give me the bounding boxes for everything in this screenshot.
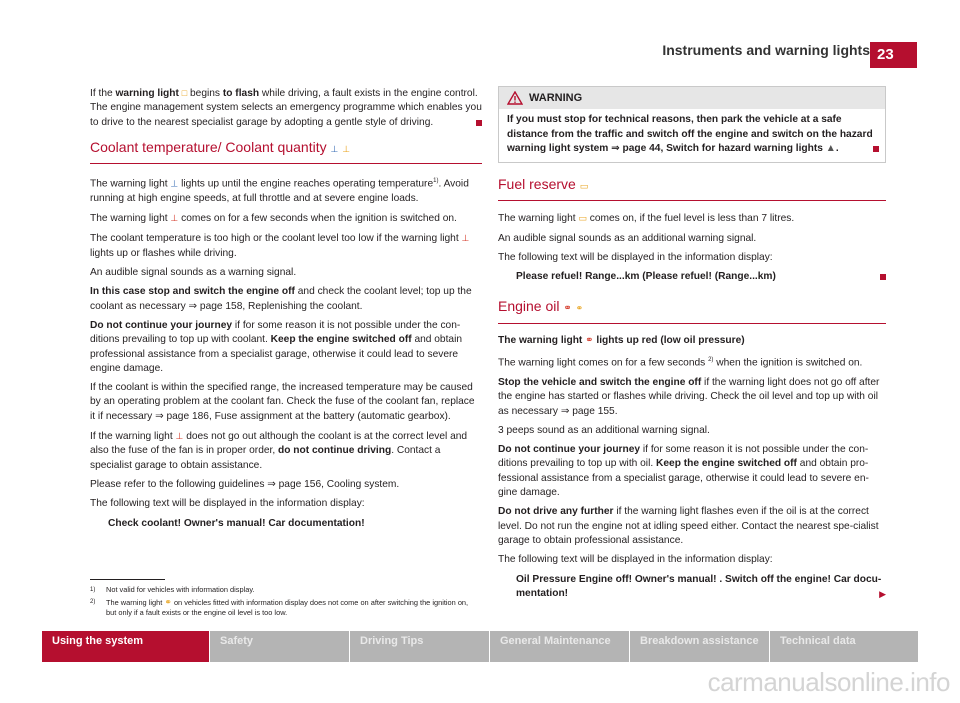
- fuel-p3: The following text will be displayed in the information display:: [498, 252, 773, 264]
- nav-technical-data[interactable]: Technical data: [770, 631, 918, 662]
- section-end-marker: [873, 146, 879, 152]
- fuel-heading: Fuel reserve ▭: [498, 177, 886, 201]
- oil-p2: The warning light comes on for a few seconds $^{2)}$ when the ignition is switched on.: [498, 357, 863, 369]
- oil-level-icon: ⚭: [164, 597, 172, 607]
- display-text-coolant: Check coolant! Owner's manual! Car documentation!: [108, 517, 365, 529]
- oil-p4: 3 peeps sound as an additional warning signal.: [498, 424, 710, 436]
- warning-text: If you must stop for technical reasons, then park the vehicle at a safe distance from the traffic and switch off the engine and switch on the hazard warning light system ⇒ page 44, Switch for hazard warning lights ▲.: [499, 109, 885, 162]
- coolant-p7: If the coolant is within the specified range, the increased temperature may be caused by an operating problem at the coolant fan. Check the fuse of the coolant fan, replace it if necessary ⇒ page 186, Fuse assignment at the battery (automatic gearbox).: [90, 382, 475, 422]
- warning-title: WARNING: [499, 87, 885, 109]
- section-end-marker: [880, 274, 886, 280]
- coolant-p6: Do not continue your journey if for some reason it is not possible under the con-ditions prevailing to top up with coolant. Keep the engine switched off and obtain professional assistance from a specialist garage, otherwise it could lead to severe engine damage.: [90, 319, 463, 374]
- coolant-heading: Coolant temperature/ Coolant quantity ⊥ ⊥: [90, 140, 482, 164]
- right-column: [498, 86, 886, 606]
- coolant-red-icon: ⊥: [170, 213, 179, 224]
- coolant-p10: The following text will be displayed in the information display:: [90, 498, 365, 510]
- coolant-p9: Please refer to the following guidelines ⇒ page 156, Cooling system.: [90, 478, 400, 490]
- display-text-oil: Oil Pressure Engine off! Owner's manual! . Switch off the engine! Car docu-mentation! ▶: [498, 573, 886, 602]
- chapter-nav: [42, 631, 918, 662]
- oil-p1: The warning light ⚭ lights up red (low oil pressure): [498, 334, 745, 346]
- nav-general-maintenance[interactable]: General Maintenance: [490, 631, 630, 662]
- coolant-p5: In this case stop and switch the engine off and check the coolant level; top up the coolant as necessary ⇒ page 158, Replenishing the coolant.: [90, 286, 472, 312]
- nav-using-the-system[interactable]: Using the system: [42, 631, 210, 662]
- footnote-2: 2) The warning light ⚭ on vehicles fitted with information display does not come on after switching the ignition on, but only if a fault exists or the engine oil level is too low.: [90, 597, 469, 617]
- fuel-icon: ▭: [579, 181, 589, 192]
- footnotes: [90, 585, 480, 620]
- fuel-p2: An audible signal sounds as an additional warning signal.: [498, 232, 757, 244]
- nav-safety[interactable]: Safety: [210, 631, 350, 662]
- oil-p3: Stop the vehicle and switch the engine off if the warning light does not go off after the engine has started or flashes while driving. Check the oil level and top up with oil as necessary ⇒ page 155.: [498, 376, 880, 417]
- oil-p5: Do not continue your journey if for some reason it is not possible under the con-ditions prevailing to top up with oil. Keep the engine switched off and obtain pro-fessional assistance from a specialist garage, otherwise it could lead to severe en-gine damage.: [498, 444, 869, 499]
- coolant-temperature-icon: ⊥: [330, 143, 339, 154]
- coolant-p3: The coolant temperature is too high or the coolant level too low if the warning light ⊥ lights up or flashes while driving.: [90, 233, 470, 259]
- continue-arrow-icon: ▶: [879, 588, 886, 599]
- display-text-fuel: Please refuel! Range...km (Please refuel! (Range...km): [498, 270, 886, 284]
- oil-can-icon: ⚭: [585, 334, 594, 346]
- coolant-red-icon: ⊥: [461, 233, 470, 244]
- coolant-p4: An audible signal sounds as a warning signal.: [90, 267, 297, 279]
- oil-p7: The following text will be displayed in the information display:: [498, 554, 773, 566]
- warning-box: [498, 86, 886, 163]
- watermark: carmanualsonline.info: [707, 667, 950, 697]
- coolant-p8: If the warning light ⊥ does not go out although the coolant is at the correct level and also the fuse of the fan is in proper order, do not continue driving. Contact a specialist garage to obtain assistance.: [90, 431, 468, 471]
- nav-breakdown-assistance[interactable]: Breakdown assistance: [630, 631, 770, 662]
- oil-p6: Do not drive any further if the warning light flashes even if the oil is at the correct level. Do not run the engine not at idling speed either. Contact the nearest spe-cialist garage to obtain professional assistance.: [498, 506, 879, 546]
- coolant-blue-icon: ⊥: [170, 178, 179, 189]
- section-title: Instruments and warning lights: [662, 42, 870, 58]
- page-number: 23: [870, 42, 917, 68]
- nav-driving-tips[interactable]: Driving Tips: [350, 631, 490, 662]
- hazard-icon: ▲: [825, 142, 836, 154]
- engine-warning-icon: □: [181, 88, 188, 98]
- intro-paragraph: If the warning light □ begins to flash while driving, a fault exists in the engine control. The engine management system selects an emergency programme which enables you to drive to the nearest specialist garage by adopting a gentle style of driving.: [90, 88, 482, 128]
- oil-heading: Engine oil ⚭ ⚭: [498, 299, 886, 324]
- left-column: [90, 86, 482, 536]
- fuel-p1: The warning light ▭ comes on, if the fuel level is less than 7 litres.: [498, 213, 795, 225]
- coolant-level-icon: ⊥: [342, 143, 351, 154]
- coolant-p1: The warning light ⊥ lights up until the engine reaches operating temperature$^{1)}$. Avoid running at high engine speeds, at full throttle and at severe engine loads.: [90, 178, 469, 204]
- oil-can-icon: ⚭: [563, 302, 572, 314]
- oil-level-icon: ⚭: [575, 302, 584, 313]
- footnote-divider: [90, 579, 165, 580]
- coolant-red-icon: ⊥: [175, 431, 184, 442]
- coolant-p2: The warning light ⊥ comes on for a few seconds when the ignition is switched on.: [90, 213, 457, 225]
- footnote-1: 1) Not valid for vehicles with information display.: [90, 585, 255, 594]
- warning-triangle-icon: [507, 91, 523, 105]
- fuel-icon: ▭: [578, 213, 587, 224]
- section-end-marker: [476, 120, 482, 126]
